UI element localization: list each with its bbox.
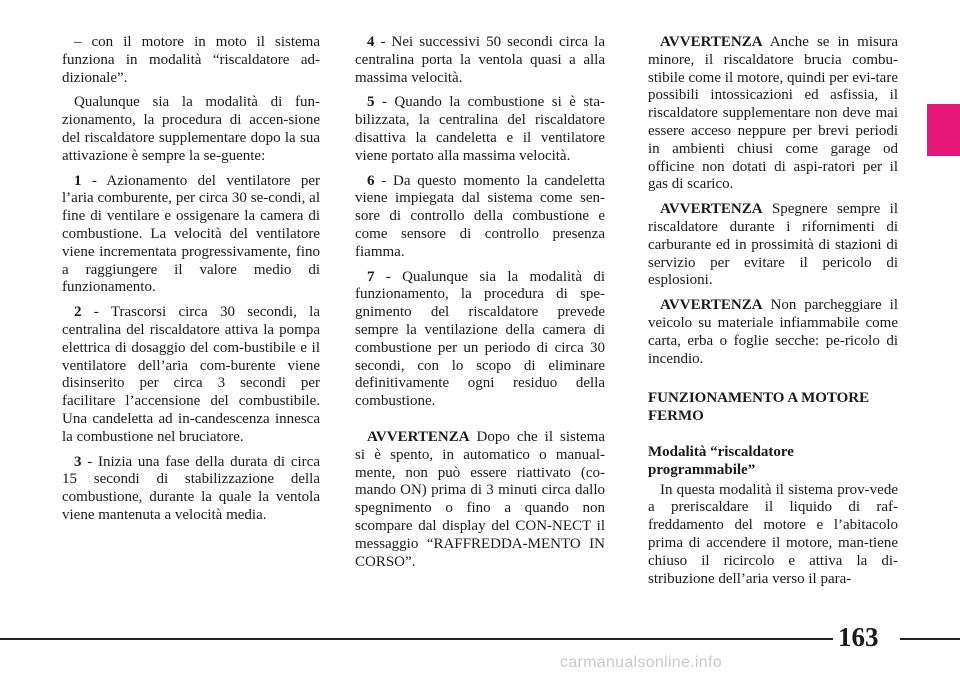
step-item <box>62 173 320 298</box>
step-number: 2 <box>74 304 82 321</box>
warning-text: Dopo che il sistema si è spento, in automatico o manual-mente, non può essere riattivato (co-mando ON) prima di 3 minuti circa dallo spegnimento o fino a quando non scompare dal display del CON-NECT il messaggio “RAFFREDDA-MENTO IN CORSO”. <box>355 428 605 570</box>
step-item <box>62 454 320 525</box>
text-column-left <box>62 34 320 532</box>
step-text: - Inizia una fase della durata di circa 15 secondi di stabilizzazione della combustione, durante la quale la ventola viene mantenuta a velocità media. <box>62 453 320 523</box>
step-number: 1 <box>74 172 82 189</box>
warning-paragraph <box>648 297 898 368</box>
warning-text: Spegnere sempre il riscaldatore durante i rifornimenti di carburante ed in prossimità di stazioni di servizio per evitare il pericolo di esplosioni. <box>648 201 898 289</box>
warning-text: Anche se in misura minore, il riscaldatore brucia combu-stibile come il motore, quindi per evi-tare possibili intossicazioni ed asfissia, il riscaldatore supplementare non deve mai essere acceso neppure per brevi periodi in ambienti chiusi come garage od officine non dotati di aspi-ratori per il gas di scarico. <box>648 34 898 193</box>
warning-paragraph <box>648 34 898 194</box>
warning-label: AVVERTENZA <box>660 201 763 218</box>
warning-text: Non parcheggiare il veicolo su materiale infiammabile come carta, erba o foglie secche: pe-ricolo di incendio. <box>648 297 898 367</box>
section-tab-marker <box>927 104 960 156</box>
step-item <box>62 304 320 446</box>
warning-label: AVVERTENZA <box>367 428 470 445</box>
step-text: - Qualunque sia la modalità di funzionamento, la procedura di spe-gnimento del riscaldatore prevede sempre la ventilazione della camera di combustione per un periodo di circa 30 secondi, con lo scopo di eliminare definitivamente ogni residuo della combustione. <box>355 268 605 410</box>
footer-rule-left <box>0 638 833 640</box>
warning-label: AVVERTENZA <box>660 297 763 314</box>
step-item <box>355 269 605 411</box>
step-number: 6 <box>367 172 375 189</box>
step-text: - Trascorsi circa 30 secondi, la centralina del riscaldatore attiva la pompa elettrica di dosaggio del com-bustibile e il ventilatore dell’aria com-burente viene disinserito per circa 3 secondi per facilitare l’accensione del combustibile. Una candeletta ad in-candescenza innesca la combustione nel bruciatore. <box>62 304 320 445</box>
step-text: - Nei successivi 50 secondi circa la centralina porta la ventola quasi a alla massima velocità. <box>355 34 605 86</box>
step-item <box>355 34 605 87</box>
footer-rule-right <box>900 638 960 640</box>
paragraph: – con il motore in moto il sistema funziona in modalità “riscaldatore ad-dizionale”. <box>62 34 320 86</box>
step-item <box>355 94 605 165</box>
step-text: - Quando la combustione si è sta-bilizzata, la centralina del riscaldatore disattiva la candeletta e il ventilatore viene portato alla massima velocità. <box>355 94 605 164</box>
page-number: 163 <box>838 622 879 652</box>
warning-paragraph <box>648 201 898 290</box>
text-column-middle <box>355 34 605 578</box>
text-column-right <box>648 34 898 595</box>
subsection-heading: Modalità “riscaldatore programmabile” <box>648 443 794 478</box>
step-text: - Da questo momento la candeletta viene impiegata dal sistema come sen-sore di controllo della combustione e come sensore di controllo presenza fiamma. <box>355 172 605 260</box>
step-number: 3 <box>74 453 82 470</box>
step-number: 5 <box>367 94 375 111</box>
warning-paragraph <box>355 429 605 571</box>
step-text: - Azionamento del ventilatore per l’aria comburente, per circa 30 se-condi, al fine di ventilare e ossigenare la camera di combustione. La velocità del ventilatore viene incrementata progressivamente, fino a raggiungere il valore medio di funzionamento. <box>62 172 320 296</box>
paragraph: In questa modalità il sistema prov-vede a preriscaldare il liquido di raf-freddamento del motore e l’abitacolo prima di accendere il motore, man-tiene chiuso il ricircolo e attiva la di-stribuzione dell’aria verso il para- <box>648 481 898 587</box>
paragraph: Qualunque sia la modalità di fun-zionamento, la procedura di accen-sione del riscaldatore supplementare dopo la sua attivazione è sempre la se-guente: <box>62 94 320 164</box>
step-item <box>355 173 605 262</box>
warning-label: AVVERTENZA <box>660 34 763 50</box>
watermark: carmanualsonline.info <box>560 654 722 671</box>
step-number: 4 <box>367 34 375 50</box>
step-number: 7 <box>367 268 375 285</box>
section-heading: FUNZIONAMENTO A MOTORE FERMO <box>648 390 870 425</box>
